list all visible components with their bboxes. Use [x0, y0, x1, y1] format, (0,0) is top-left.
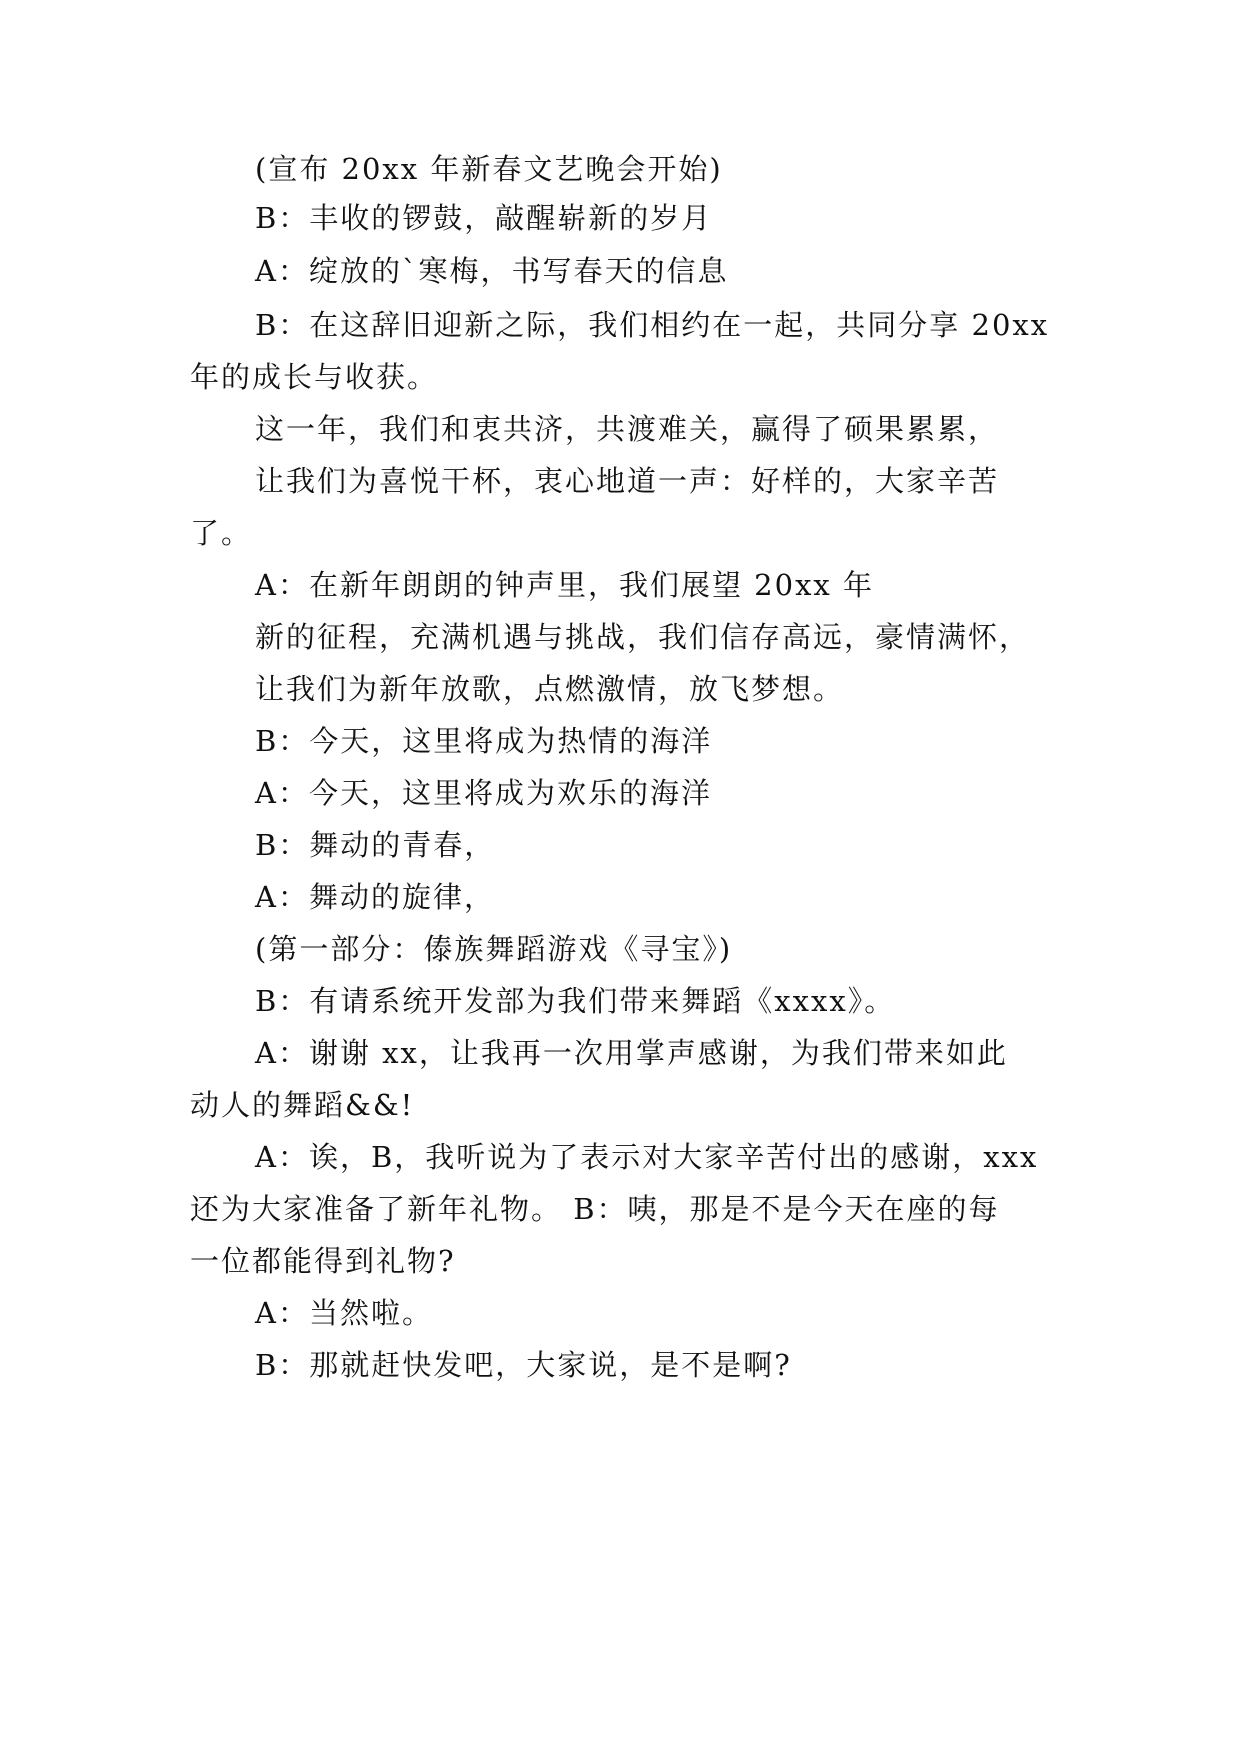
paragraph-line: 一位都能得到礼物? — [190, 1244, 456, 1278]
paragraph-line: A：今天，这里将成为欢乐的海洋 — [255, 776, 712, 810]
paragraph-line: 新的征程，充满机遇与挑战，我们信存高远，豪情满怀， — [255, 620, 1031, 654]
paragraph-line: 年的成长与收获。 — [190, 360, 439, 394]
paragraph-line: B：那就赶快发吧，大家说，是不是啊? — [255, 1348, 792, 1382]
paragraph-line: 了。 — [190, 516, 253, 550]
paragraph-line: (第一部分：傣族舞蹈游戏《寻宝》) — [255, 932, 733, 966]
paragraph-line: 还为大家准备了新年礼物。 B：咦，那是不是今天在座的每 — [190, 1192, 1000, 1226]
paragraph-line: B：在这辞旧迎新之际，我们相约在一起，共同分享 20xx — [255, 308, 1050, 342]
paragraph-line: 让我们为新年放歌，点燃激情，放飞梦想。 — [255, 672, 845, 706]
paragraph-line: 让我们为喜悦干杯，衷心地道一声：好样的，大家辛苦 — [255, 464, 1000, 498]
paragraph-line: A：在新年朗朗的钟声里，我们展望 20xx 年 — [255, 568, 874, 602]
paragraph-line: B：舞动的青春， — [255, 828, 496, 862]
paragraph-line: A：绽放的`寒梅，书写春天的信息 — [255, 254, 729, 288]
paragraph-line: A：舞动的旋律， — [255, 880, 495, 914]
paragraph-line: B：今天，这里将成为热情的海洋 — [255, 724, 713, 758]
paragraph-line: 动人的舞蹈&&! — [190, 1088, 415, 1122]
paragraph-line: (宣布 20xx 年新春文艺晚会开始) — [255, 152, 723, 186]
paragraph-line: A：谢谢 xx，让我再一次用掌声感谢，为我们带来如此 — [255, 1036, 1008, 1070]
paragraph-line: B：丰收的锣鼓，敲醒崭新的岁月 — [255, 201, 713, 235]
paragraph-line: A：诶，B，我听说为了表示对大家辛苦付出的感谢，xxx — [255, 1140, 1039, 1174]
paragraph-line: A：当然啦。 — [255, 1296, 433, 1330]
paragraph-line: 这一年，我们和衷共济，共渡难关，赢得了硕果累累， — [255, 412, 1000, 446]
paragraph-line: B：有请系统开发部为我们带来舞蹈《xxxx》。 — [255, 984, 896, 1018]
